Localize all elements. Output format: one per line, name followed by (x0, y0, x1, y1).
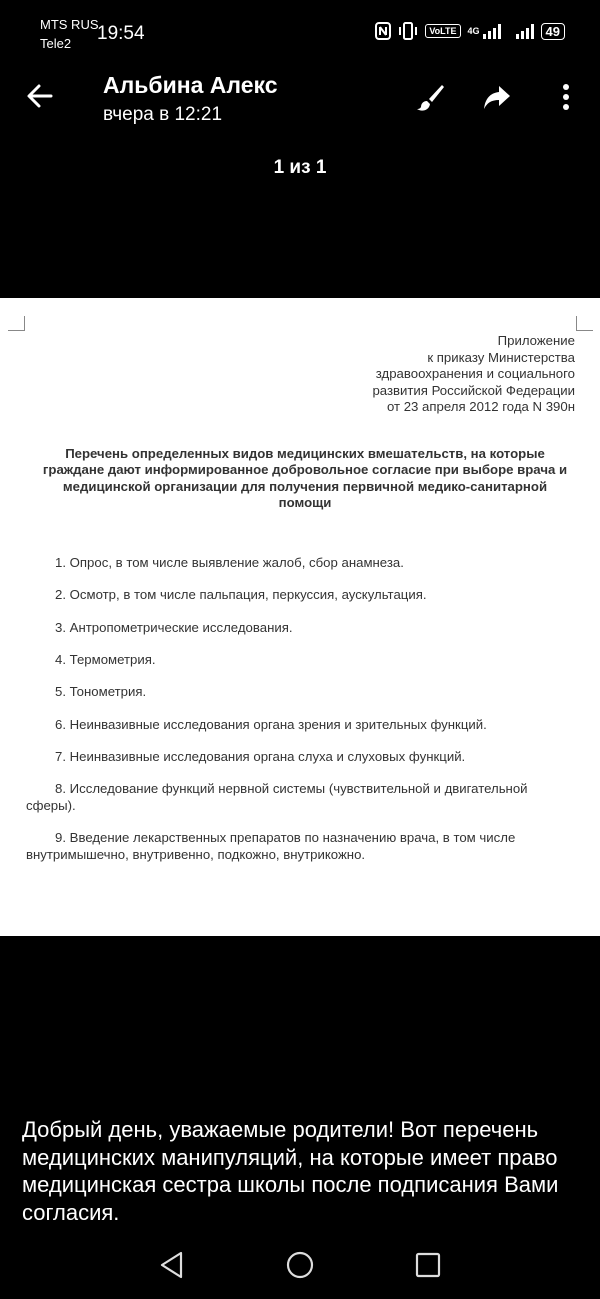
nfc-icon (375, 22, 391, 40)
image-counter: 1 из 1 (273, 157, 327, 178)
network-type: 4G (467, 26, 480, 36)
list-item: 8. Исследование функций нервной системы (чувствительной и двигательной сферы). (26, 781, 528, 813)
message-timestamp: вчера в 12:21 (103, 104, 223, 125)
document-title: Перечень определенных видов медицинских вмешательств, на которые граждане дают информированное добровольное согласие при выборе врача и медицинской организации для получения первичной медико-санитарной помощи (42, 446, 568, 511)
page-corner-right (576, 316, 593, 331)
brush-icon[interactable] (415, 82, 445, 112)
list-item: 4. Термометрия. (55, 652, 156, 667)
message-caption: Добрый день, уважаемые родители! Вот перечень медицинских манипуляций, на которые имеет право медицинская сестра школы после подписания Вами согласия. (22, 1117, 559, 1225)
signal-icon (483, 23, 501, 39)
list-item: 1. Опрос, в том числе выявление жалоб, сбор анамнеза. (55, 555, 404, 570)
carrier-secondary: Tele2 (40, 36, 72, 51)
list-item: 9. Введение лекарственных препаратов по назначению врача, в том числе внутримышечно, внутривенно, подкожно, внутрикожно. (26, 830, 516, 862)
list-item: 2. Осмотр, в том числе пальпация, перкуссия, аускультация. (55, 587, 427, 602)
status-icons (375, 22, 565, 40)
volte-badge: VoLTE (425, 24, 460, 38)
vibrate-icon (398, 22, 418, 40)
nav-back-icon[interactable] (157, 1250, 187, 1280)
battery-icon: 49 (541, 23, 565, 40)
signal-icon-secondary (516, 23, 534, 39)
sender-name: Альбина Алекс (103, 72, 278, 98)
more-vertical-icon[interactable] (551, 82, 581, 112)
carrier-primary: MTS RUS (40, 17, 99, 32)
nav-recents-icon[interactable] (413, 1250, 443, 1280)
list-item: 7. Неинвазивные исследования органа слуха и слуховых функций. (55, 749, 466, 764)
share-arrow-icon[interactable] (482, 82, 512, 112)
list-item: 6. Неинвазивные исследования органа зрения и зрительных функций. (55, 717, 487, 732)
nav-home-icon[interactable] (285, 1250, 315, 1280)
document-image[interactable] (0, 298, 600, 936)
list-item: 3. Антропометрические исследования. (55, 620, 293, 635)
status-time: 19:54 (97, 23, 145, 44)
arrow-left-icon[interactable] (26, 82, 54, 110)
page-corner-left (8, 316, 25, 331)
appendix-header: Приложение к приказу Министерства здравоохранения и социального развития Российской Федерации от 23 апреля 2012 года N 390н (372, 333, 575, 415)
list-item: 5. Тонометрия. (55, 684, 147, 699)
